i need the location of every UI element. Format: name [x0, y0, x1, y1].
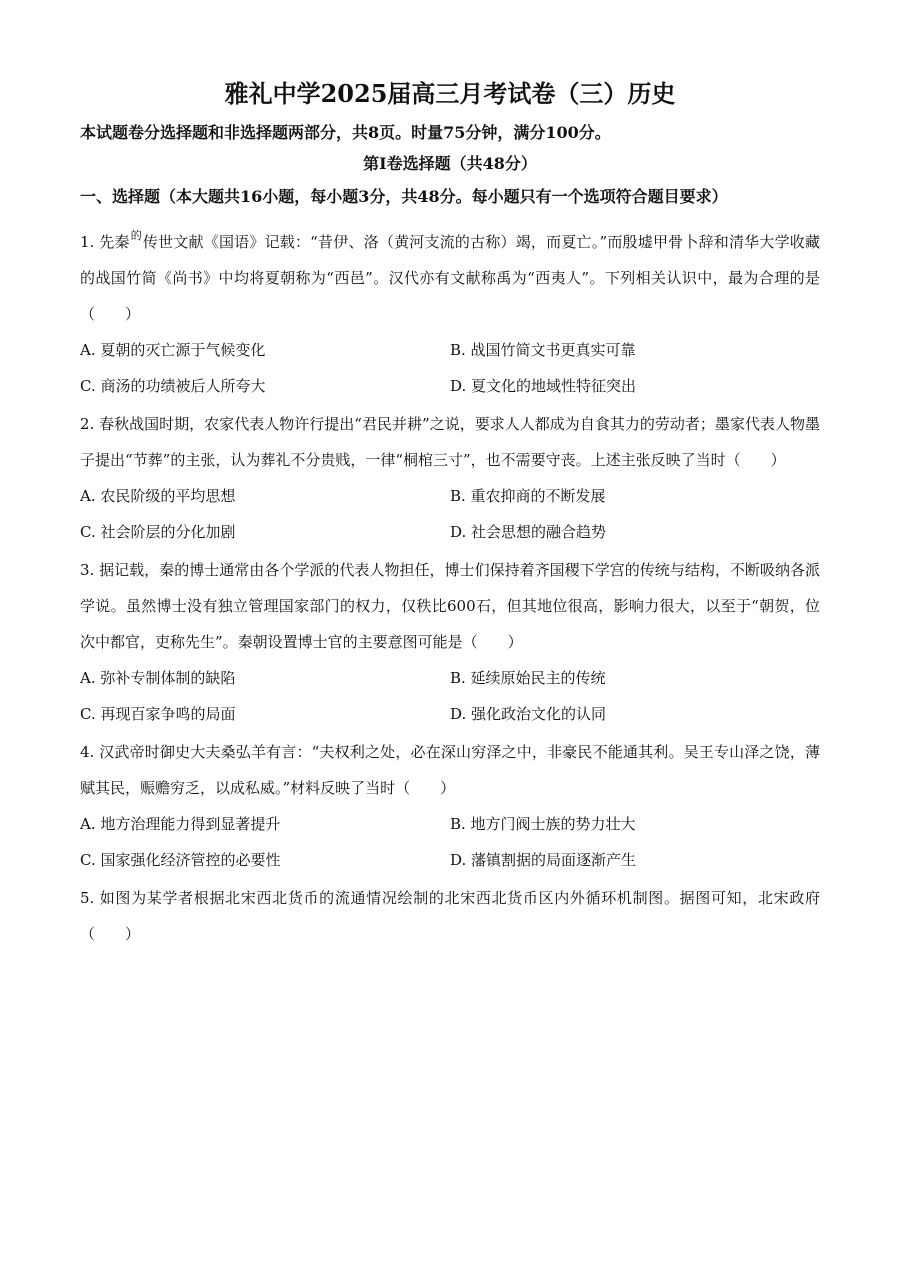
page-title: 雅礼中学2025届高三月考试卷（三）历史: [224, 79, 676, 108]
question-stem: [80, 218, 820, 332]
option-a: A. 地方治理能力得到显著提升: [80, 815, 281, 833]
question-stem: 5. 如图为某学者根据北宋西北货币的流通情况绘制的北宋西北货币区内外循环机制图。据图可知，北宋政府（ ）: [80, 889, 820, 943]
options-list: [80, 332, 820, 404]
part-heading: 一、选择题（本大题共16小题，每小题3分，共48分。每小题只有一个选项符合题目要求）: [80, 187, 728, 206]
option-b: B. 延续原始民主的传统: [450, 669, 606, 687]
option-b: B. 战国竹简文书更真实可靠: [450, 341, 636, 359]
options-list: [80, 478, 820, 550]
superscript-mark: 的: [130, 229, 142, 242]
option-d: D. 夏文化的地域性特征突出: [450, 377, 637, 395]
options-list: [80, 660, 820, 732]
option-d: D. 社会思想的融合趋势: [450, 523, 607, 541]
exam-intro: 本试题卷分选择题和非选择题两部分，共8页。时量75分钟，满分100分。: [80, 123, 611, 142]
question-number: 1. 先秦: [80, 233, 130, 251]
options-list: [80, 806, 820, 878]
option-c: C. 国家强化经济管控的必要性: [80, 851, 281, 869]
question-1: [80, 218, 820, 404]
option-b: B. 地方门阀士族的势力壮大: [450, 815, 636, 833]
question-stem: 3. 据记载，秦的博士通常由各个学派的代表人物担任，博士们保持着齐国稷下学宫的传统与结构，不断吸纳各派学说。虽然博士没有独立管理国家部门的权力，仅秩比600石，但其地位很高，影响力很大，以至于“朝贺，位次中都官，吏称先生”。秦朝设置博士官的主要意图可能是（ ）: [80, 561, 820, 651]
option-a: A. 夏朝的灭亡源于气候变化: [80, 341, 266, 359]
option-c: C. 再现百家争鸣的局面: [80, 705, 236, 723]
question-2: [80, 406, 820, 550]
question-stem: 4. 汉武帝时御史大夫桑弘羊有言：“夫权利之处，必在深山穷泽之中，非豪民不能通其利。吴王专山泽之饶，薄赋其民，赈赡穷乏，以成私威。”材料反映了当时（ ）: [80, 743, 820, 797]
option-d: D. 强化政治文化的认同: [450, 705, 607, 723]
question-4: [80, 734, 820, 878]
section-heading: 第I卷选择题（共48分）: [363, 154, 537, 173]
option-d: D. 藩镇割据的局面逐渐产生: [450, 851, 637, 869]
question-5: [80, 880, 820, 952]
option-a: A. 农民阶级的平均思想: [80, 487, 236, 505]
question-stem: 2. 春秋战国时期，农家代表人物许行提出“君民并耕”之说，要求人人都成为自食其力的劳动者；墨家代表人物墨子提出“节葬”的主张，认为葬礼不分贵贱，一律“桐棺三寸”，也不需要守丧。上述主张反映了当时（ ）: [80, 415, 820, 469]
option-c: C. 社会阶层的分化加剧: [80, 523, 236, 541]
question-3: [80, 552, 820, 732]
option-c: C. 商汤的功绩被后人所夸大: [80, 377, 266, 395]
option-b: B. 重农抑商的不断发展: [450, 487, 606, 505]
option-a: A. 弥补专制体制的缺陷: [80, 669, 236, 687]
question-text: 传世文献《国语》记载：“昔伊、洛（黄河支流的古称）竭，而夏亡。”而殷墟甲骨卜辞和清华大学收藏的战国竹简《尚书》中均将夏朝称为“西邑”。汉代亦有文献称禹为“西夷人”。下列相关认识中，最为合理的是（ ）: [80, 233, 821, 323]
